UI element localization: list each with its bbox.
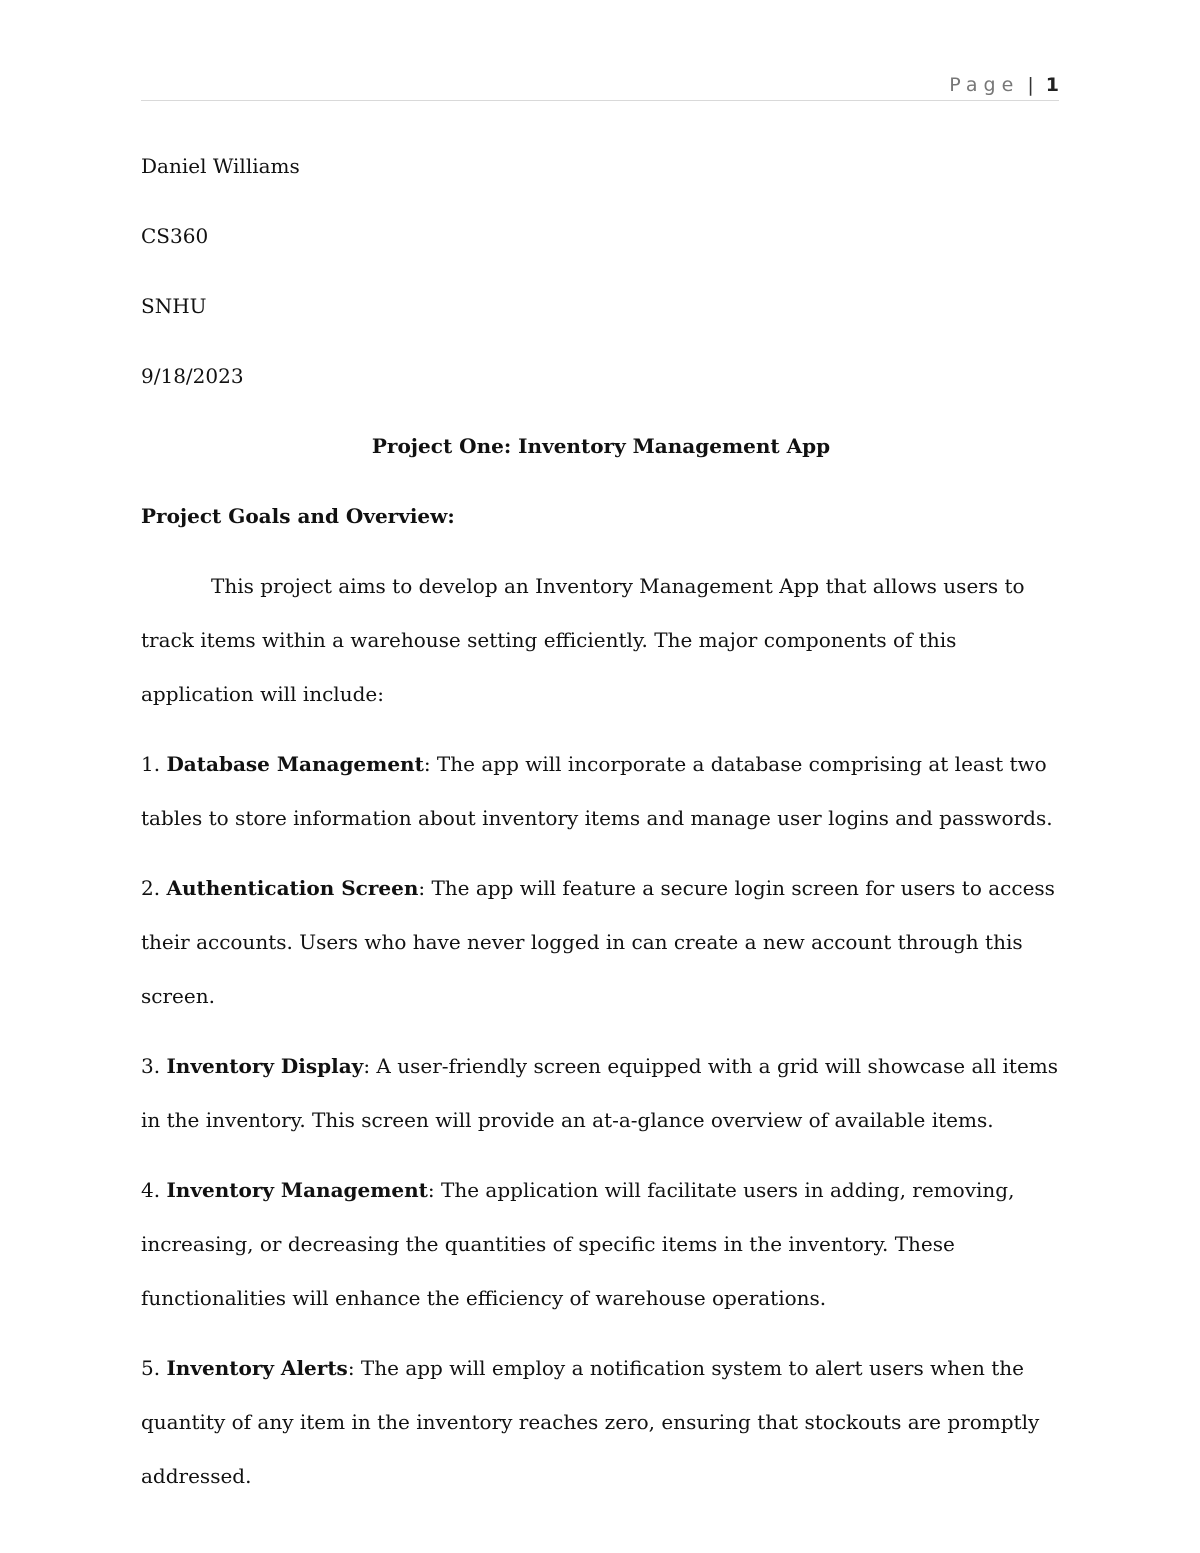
list-item-term: Inventory Management [166,1178,428,1202]
document-title: Project One: Inventory Management App [371,434,831,458]
course-code: CS360 [141,224,209,248]
document-date: 9/18/2023 [141,364,244,388]
list-item-number: 5. [141,1356,161,1380]
school-name: SNHU [141,294,207,318]
page-header [141,72,1059,101]
list-item-number: 2. [141,876,161,900]
list-item-number: 4. [141,1178,161,1202]
page-number-indicator [949,74,1059,96]
list-item [141,1341,1061,1503]
list-item [141,1163,1061,1325]
list-item-text: : The app will employ a notification system to alert users when the quantity of any item in the inventory reaches zero, ensuring that stockouts are promptly addressed. [141,1356,1040,1488]
list-item-number: 3. [141,1054,161,1078]
page-number: 1 [1045,74,1059,96]
list-item [141,1039,1061,1147]
list-item-term: Authentication Screen [166,876,419,900]
list-item-text: : A user-friendly screen equipped with a grid will showcase all items in the inventory. This screen will provide an at-a-glance overview of available items. [141,1054,1059,1132]
author-name: Daniel Williams [141,154,300,178]
list-item-term: Database Management [166,752,424,776]
list-item [141,861,1061,1023]
list-item [141,737,1061,845]
page-label: Page [949,74,1020,96]
list-item-term: Inventory Alerts [166,1356,348,1380]
document-body [141,139,1061,1519]
page-separator: | [1027,74,1034,96]
list-item-text: : The application will facilitate users in adding, removing, increasing, or decreasing the quantities of specific items in the inventory. These functionalities will enhance the efficiency of warehouse operations. [141,1178,1015,1310]
intro-paragraph: This project aims to develop an Inventory Management App that allows users to track items within a warehouse setting efficiently. The major components of this application will include: [141,574,1025,706]
list-item-text: : The app will feature a secure login screen for users to access their accounts. Users who have never logged in can create a new account through this screen. [141,876,1055,1008]
list-item-term: Inventory Display [166,1054,364,1078]
section-heading: Project Goals and Overview: [141,504,455,528]
list-item-text: : The app will incorporate a database comprising at least two tables to store information about inventory items and manage user logins and passwords. [141,752,1053,830]
list-item-number: 1. [141,752,161,776]
